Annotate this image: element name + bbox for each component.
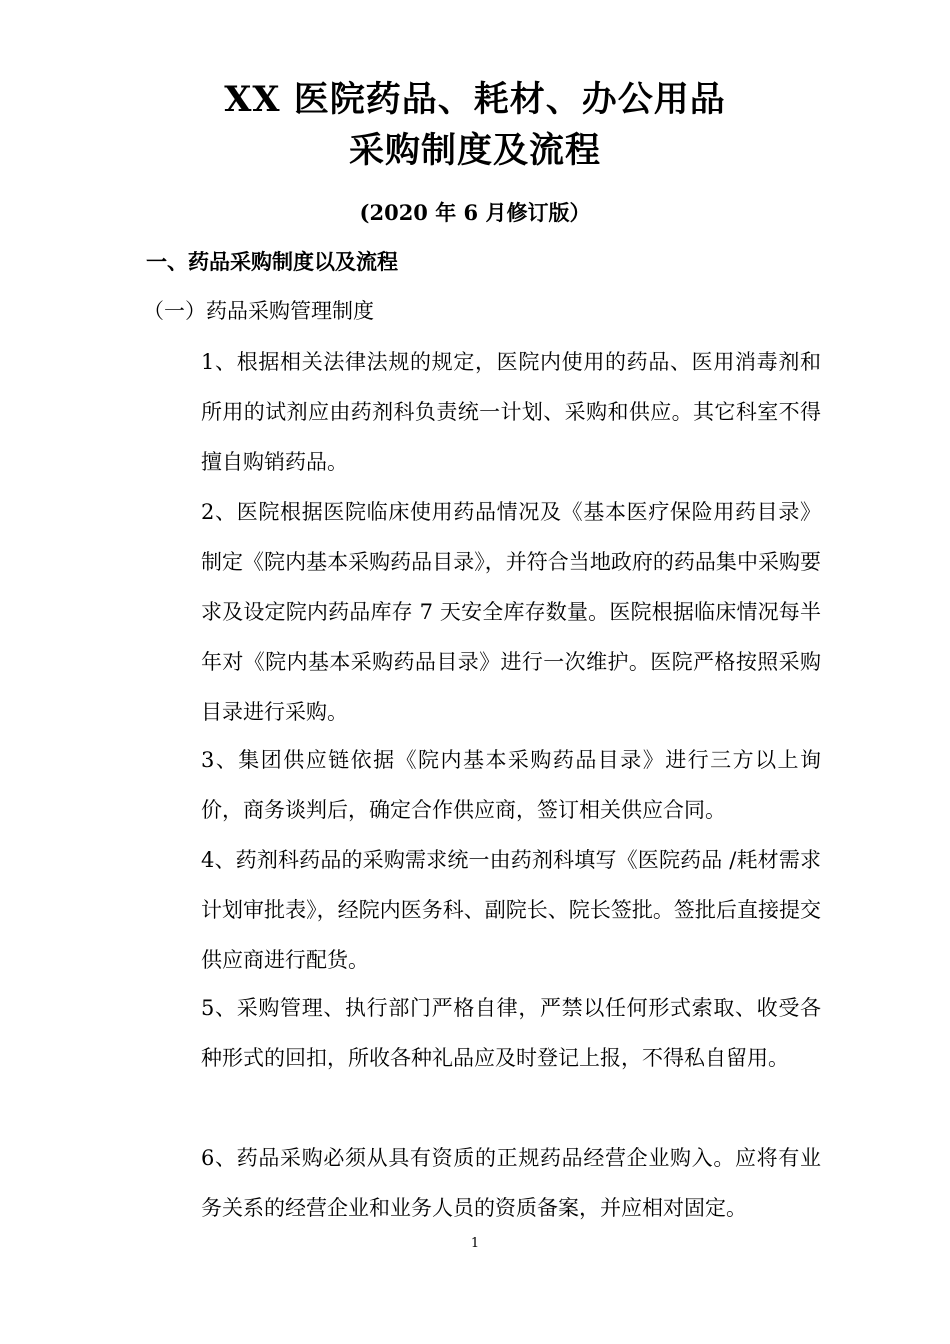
paragraph-2: 2、医院根据医院临床使用药品情况及《基本医疗保险用药目录》制定《院内基本采购药品目录》，并符合当地政府的药品集中采购要求及设定院内药品库存 7 天安全库存数量。医院根据临床情况每半年对《院内基本采购药品目录》进行一次维护。医院严格按照采购目录进行采购。: [201, 500, 821, 724]
paragraph-5: 5、采购管理、执行部门严格自律，严禁以任何形式索取、收受各种形式的回扣，所收各种礼品应及时登记上报，不得私自留用。: [201, 996, 821, 1070]
document-title-line-2: 采购制度及流程: [348, 130, 601, 171]
section-heading: 一、药品采购制度以及流程: [146, 249, 398, 274]
page-number: 1: [470, 1236, 480, 1251]
paragraph-1: 1、根据相关法律法规的规定，医院内使用的药品、医用消毒剂和所用的试剂应由药剂科负责统一计划、采购和供应。其它科室不得擅自购销药品。: [201, 350, 821, 474]
revision-subtitle: (2020 年 6 月修订版）: [359, 200, 591, 225]
paragraph-4: 4、药剂科药品的采购需求统一由药剂科填写《医院药品 /耗材需求计划审批表》，经院内医务科、副院长、院长签批。签批后直接提交供应商进行配货。: [201, 848, 821, 972]
paragraph-3: 3、集团供应链依据《院内基本采购药品目录》进行三方以上询价，商务谈判后，确定合作供应商，签订相关供应合同。: [201, 748, 821, 822]
subsection-heading: （一）药品采购管理制度: [143, 299, 374, 323]
document-title-line-1: XX 医院药品、耗材、办公用品: [224, 79, 726, 120]
paragraph-6: 6、药品采购必须从具有资质的正规药品经营企业购入。应将有业务关系的经营企业和业务人员的资质备案，并应相对固定。: [201, 1146, 821, 1220]
